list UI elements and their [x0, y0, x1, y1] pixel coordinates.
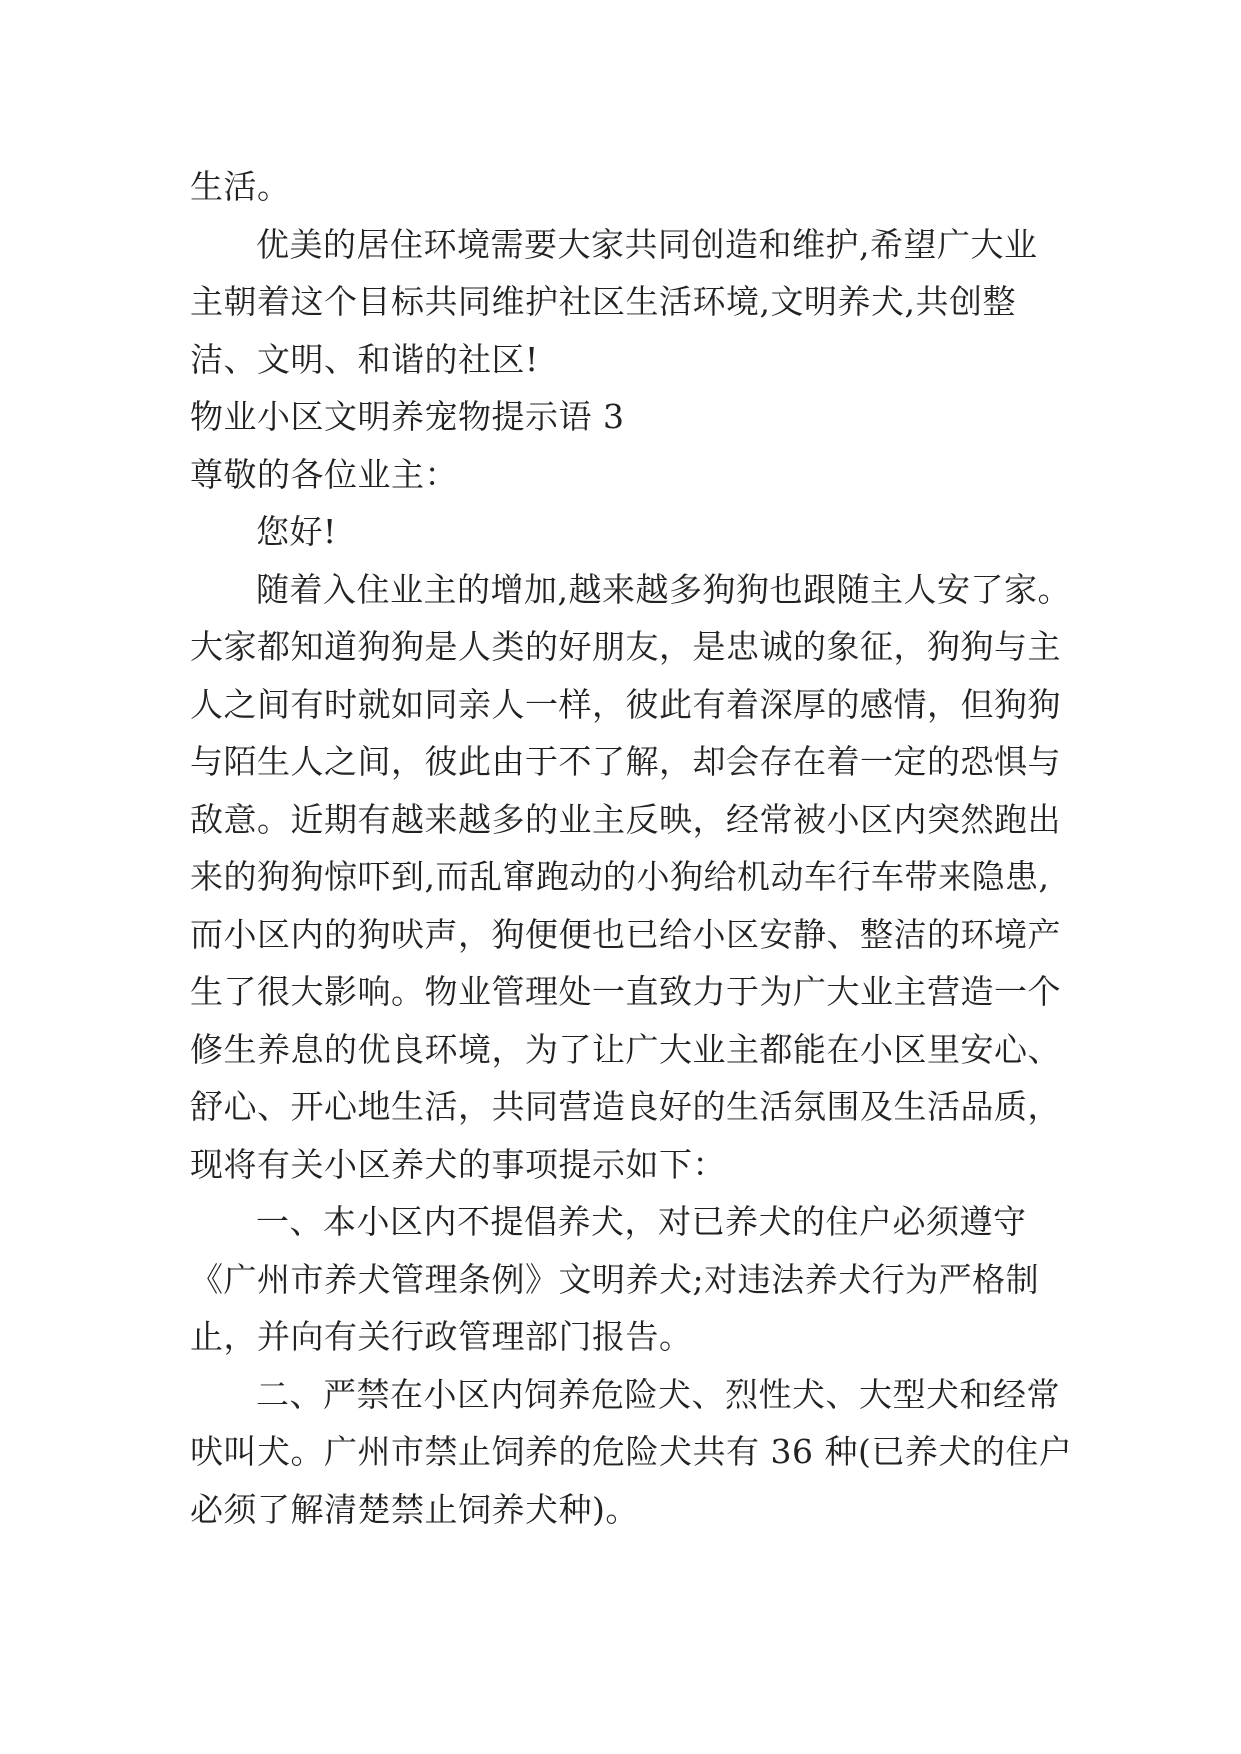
text-line-9: 大家都知道狗狗是人类的好朋友，是忠诚的象征，狗狗与主 — [190, 627, 1061, 666]
rule-item-1-line-3: 止，并向有关行政管理部门报告。 — [190, 1317, 693, 1356]
text-line-8: 随着入住业主的增加,越来越多狗狗也跟随主人安了家。 — [256, 569, 1071, 609]
text-line-12: 敌意。近期有越来越多的业主反映，经常被小区内突然跑出 — [190, 799, 1061, 839]
rule-item-2-line-3: 必须了解清楚禁止饲养犬种)。 — [190, 1489, 639, 1529]
rule-item-2-line-2: 吠叫犬。广州市禁止饲养的危险犬共有 36 种(已养犬的住户 — [190, 1432, 1073, 1471]
rule-item-1-line-2: 《广州市养犬管理条例》文明养犬;对违法养犬行为严格制 — [190, 1259, 1040, 1299]
section-heading: 物业小区文明养宠物提示语 3 — [190, 397, 625, 436]
text-line-11: 与陌生人之间，彼此由于不了解，却会存在着一定的恐惧与 — [190, 742, 1061, 781]
text-line-18: 现将有关小区养犬的事项提示如下： — [190, 1144, 726, 1184]
rule-item-1-line-1: 一、本小区内不提倡养犬，对已养犬的住户必须遵守 — [256, 1202, 1027, 1241]
text-line-2: 优美的居住环境需要大家共同创造和维护,希望广大业 — [256, 224, 1038, 264]
text-line-10: 人之间有时就如同亲人一样，彼此有着深厚的感情，但狗狗 — [190, 684, 1061, 724]
text-line-4: 洁、文明、和谐的社区! — [190, 339, 539, 379]
greeting: 您好! — [256, 512, 337, 551]
text-line-17: 舒心、开心地生活，共同营造良好的生活氛围及生活品质， — [190, 1087, 1061, 1126]
rule-item-2-line-1: 二、严禁在小区内饲养危险犬、烈性犬、大型犬和经常 — [256, 1374, 1060, 1414]
document-body — [190, 158, 1073, 1538]
salutation: 尊敬的各位业主： — [190, 454, 458, 494]
text-line-16: 修生养息的优良环境，为了让广大业主都能在小区里安心、 — [190, 1029, 1061, 1069]
text-line-3: 主朝着这个目标共同维护社区生活环境,文明养犬,共创整 — [190, 282, 1016, 321]
text-line-1: 生活。 — [190, 167, 291, 206]
text-line-15: 生了很大影响。物业管理处一直致力于为广大业主营造一个 — [190, 972, 1061, 1011]
text-line-13: 来的狗狗惊吓到,而乱窜跑动的小狗给机动车行车带来隐患, — [190, 857, 1050, 896]
text-line-14: 而小区内的狗吠声，狗便便也已给小区安静、整洁的环境产 — [190, 914, 1061, 954]
